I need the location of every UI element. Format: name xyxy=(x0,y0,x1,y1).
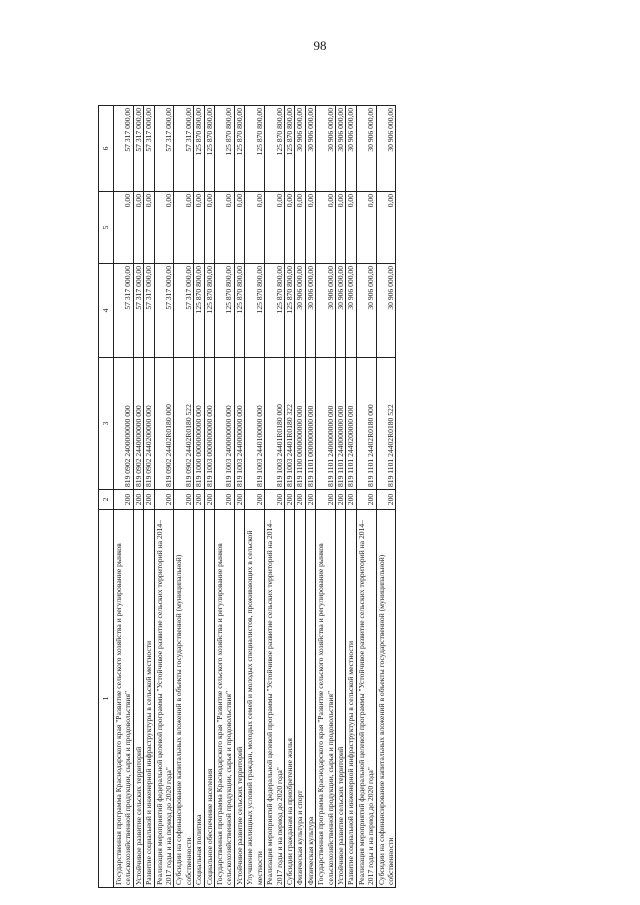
row-code-cell: 200 xyxy=(144,490,154,510)
table-row xyxy=(284,106,294,888)
row-code-cell: 200 xyxy=(284,490,294,510)
row-amount-cell: 57 317 000,00 xyxy=(114,264,134,358)
row-code-cell: 200 xyxy=(316,490,336,510)
row-change-cell: 0,00 xyxy=(295,192,305,264)
row-change-cell: 0,00 xyxy=(335,192,345,264)
table-row xyxy=(305,106,315,888)
row-code-cell: 200 xyxy=(245,490,265,510)
row-total-cell: 57 317 000,00 xyxy=(144,106,154,192)
row-classification-cell: 819 1000 0000000000 000 xyxy=(194,358,204,490)
row-code-cell: 200 xyxy=(376,490,396,510)
table-row xyxy=(204,106,214,888)
row-amount-cell: 30 906 000,00 xyxy=(295,264,305,358)
row-amount-cell: 30 906 000,00 xyxy=(356,264,376,358)
row-total-cell: 125 870 800,00 xyxy=(194,106,204,192)
row-name-cell: Государственная программа Краснодарского края "Развитие сельского хозяйства и регулирование рынков сельскохозяйственной продукции, сырья и продовольствия" xyxy=(114,510,134,888)
row-code-cell: 200 xyxy=(194,490,204,510)
row-change-cell: 0,00 xyxy=(154,192,174,264)
column-header: 5 xyxy=(99,192,114,264)
row-amount-cell: 57 317 000,00 xyxy=(144,264,154,358)
row-classification-cell: 819 0902 2440000000 000 xyxy=(133,358,143,490)
budget-table xyxy=(98,105,396,888)
table-row xyxy=(295,106,305,888)
row-total-cell: 30 906 000,00 xyxy=(295,106,305,192)
row-classification-cell: 819 1101 24402R0180 522 xyxy=(376,358,396,490)
row-total-cell: 30 906 000,00 xyxy=(346,106,356,192)
column-header: 4 xyxy=(99,264,114,358)
row-code-cell: 200 xyxy=(174,490,194,510)
row-name-cell: Субсидии на софинансирование капитальных вложений в объекты государственной (муниципальной) собственности xyxy=(376,510,396,888)
row-change-cell: 0,00 xyxy=(265,192,285,264)
table-row xyxy=(346,106,356,888)
row-classification-cell: 819 1100 0000000000 000 xyxy=(295,358,305,490)
row-total-cell: 125 870 800,00 xyxy=(245,106,265,192)
row-change-cell: 0,00 xyxy=(204,192,214,264)
row-amount-cell: 30 906 000,00 xyxy=(346,264,356,358)
row-change-cell: 0,00 xyxy=(194,192,204,264)
row-change-cell: 0,00 xyxy=(144,192,154,264)
row-code-cell: 200 xyxy=(204,490,214,510)
column-header: 6 xyxy=(99,106,114,192)
row-code-cell: 200 xyxy=(356,490,376,510)
row-classification-cell: 819 1101 2440200000 000 xyxy=(346,358,356,490)
row-change-cell: 0,00 xyxy=(346,192,356,264)
row-amount-cell: 125 870 800,00 xyxy=(194,264,204,358)
row-amount-cell: 125 870 800,00 xyxy=(284,264,294,358)
table-body xyxy=(114,106,396,888)
row-total-cell: 30 906 000,00 xyxy=(316,106,336,192)
table-row xyxy=(234,106,244,888)
row-total-cell: 57 317 000,00 xyxy=(154,106,174,192)
row-total-cell: 57 317 000,00 xyxy=(114,106,134,192)
row-classification-cell: 819 1003 0000000000 000 xyxy=(204,358,214,490)
row-name-cell: Субсидии гражданам на приобретение жилья xyxy=(284,510,294,888)
row-amount-cell: 125 870 800,00 xyxy=(204,264,214,358)
row-name-cell: Реализация мероприятий федеральной целевой программы "Устойчивое развитие сельских территорий на 2014–2017 годы и на период до 2020 года" xyxy=(154,510,174,888)
row-code-cell: 200 xyxy=(305,490,315,510)
row-classification-cell: 819 1101 24402R0180 000 xyxy=(356,358,376,490)
row-change-cell: 0,00 xyxy=(215,192,235,264)
row-total-cell: 57 317 000,00 xyxy=(133,106,143,192)
column-header: 3 xyxy=(99,358,114,490)
row-name-cell: Улучшение жилищных условий граждан, молодых семей и молодых специалистов, проживающих в сельской местности xyxy=(245,510,265,888)
row-total-cell: 30 906 000,00 xyxy=(376,106,396,192)
row-total-cell: 125 870 800,00 xyxy=(204,106,214,192)
table-row xyxy=(144,106,154,888)
row-classification-cell: 819 1101 2400000000 000 xyxy=(316,358,336,490)
row-amount-cell: 30 906 000,00 xyxy=(335,264,345,358)
table-row xyxy=(154,106,174,888)
table-row xyxy=(174,106,194,888)
row-code-cell: 200 xyxy=(335,490,345,510)
row-name-cell: Реализация мероприятий федеральной целевой программы "Устойчивое развитие сельских территорий на 2014–2017 годы и на период до 2020 года" xyxy=(356,510,376,888)
row-classification-cell: 819 1003 2440000000 000 xyxy=(234,358,244,490)
table-row xyxy=(265,106,285,888)
row-total-cell: 30 906 000,00 xyxy=(305,106,315,192)
row-classification-cell: 819 0902 2440200000 000 xyxy=(144,358,154,490)
row-name-cell: Социальное обеспечение населения xyxy=(204,510,214,888)
row-change-cell: 0,00 xyxy=(133,192,143,264)
row-code-cell: 200 xyxy=(133,490,143,510)
column-header: 1 xyxy=(99,510,114,888)
row-total-cell: 30 906 000,00 xyxy=(335,106,345,192)
row-classification-cell: 819 0902 2400000000 000 xyxy=(114,358,134,490)
table-row xyxy=(316,106,336,888)
row-amount-cell: 30 906 000,00 xyxy=(316,264,336,358)
table-row xyxy=(356,106,376,888)
row-code-cell: 200 xyxy=(295,490,305,510)
table-row xyxy=(335,106,345,888)
row-code-cell: 200 xyxy=(265,490,285,510)
row-change-cell: 0,00 xyxy=(316,192,336,264)
table-row xyxy=(114,106,134,888)
row-code-cell: 200 xyxy=(346,490,356,510)
row-change-cell: 0,00 xyxy=(284,192,294,264)
row-total-cell: 57 317 000,00 xyxy=(174,106,194,192)
row-classification-cell: 819 0902 24402R0180 000 xyxy=(154,358,174,490)
row-amount-cell: 57 317 000,00 xyxy=(154,264,174,358)
row-change-cell: 0,00 xyxy=(305,192,315,264)
row-total-cell: 125 870 800,00 xyxy=(265,106,285,192)
row-change-cell: 0,00 xyxy=(245,192,265,264)
row-classification-cell: 819 1101 2440000000 000 xyxy=(335,358,345,490)
row-amount-cell: 125 870 800,00 xyxy=(234,264,244,358)
row-classification-cell: 819 1003 24401R0180 000 xyxy=(265,358,285,490)
row-amount-cell: 30 906 000,00 xyxy=(305,264,315,358)
row-name-cell: Развитие социальной и инженерной инфраструктуры в сельской местности xyxy=(346,510,356,888)
row-total-cell: 125 870 800,00 xyxy=(215,106,235,192)
row-total-cell: 125 870 800,00 xyxy=(284,106,294,192)
table-row xyxy=(215,106,235,888)
row-change-cell: 0,00 xyxy=(356,192,376,264)
table-row xyxy=(194,106,204,888)
table-row xyxy=(133,106,143,888)
row-amount-cell: 57 317 000,00 xyxy=(174,264,194,358)
row-classification-cell: 819 1003 24401R0180 322 xyxy=(284,358,294,490)
row-change-cell: 0,00 xyxy=(234,192,244,264)
row-code-cell: 200 xyxy=(114,490,134,510)
table-header-row xyxy=(99,106,114,888)
row-name-cell: Устойчивое развитие сельских территорий xyxy=(234,510,244,888)
row-classification-cell: 819 1101 0000000000 000 xyxy=(305,358,315,490)
row-name-cell: Развитие социальной и инженерной инфраструктуры в сельской местности xyxy=(144,510,154,888)
row-name-cell: Реализация мероприятий федеральной целевой программы "Устойчивое развитие сельских территорий на 2014–2017 годы и на период до 2020 года" xyxy=(265,510,285,888)
row-amount-cell: 57 317 000,00 xyxy=(133,264,143,358)
row-code-cell: 200 xyxy=(154,490,174,510)
row-classification-cell: 819 0902 24402R0180 522 xyxy=(174,358,194,490)
rotated-budget-table xyxy=(98,106,530,888)
row-amount-cell: 125 870 800,00 xyxy=(245,264,265,358)
column-header: 2 xyxy=(99,490,114,510)
row-classification-cell: 819 1003 2440100000 000 xyxy=(245,358,265,490)
row-name-cell: Физическая культура и спорт xyxy=(295,510,305,888)
row-name-cell: Государственная программа Краснодарского края "Развитие сельского хозяйства и регулирование рынков сельскохозяйственной продукции, сырья и продовольствия" xyxy=(215,510,235,888)
row-code-cell: 200 xyxy=(234,490,244,510)
row-name-cell: Субсидии на софинансирование капитальных вложений в объекты государственной (муниципальной) собственности xyxy=(174,510,194,888)
row-change-cell: 0,00 xyxy=(376,192,396,264)
row-change-cell: 0,00 xyxy=(174,192,194,264)
row-change-cell: 0,00 xyxy=(114,192,134,264)
page-number: 98 xyxy=(313,38,327,53)
row-name-cell: Устойчивое развитие сельских территорий xyxy=(133,510,143,888)
row-amount-cell: 30 906 000,00 xyxy=(376,264,396,358)
table-row xyxy=(376,106,396,888)
row-name-cell: Государственная программа Краснодарского края "Развитие сельского хозяйства и регулирование рынков сельскохозяйственной продукции, сырья и продовольствия" xyxy=(316,510,336,888)
row-amount-cell: 125 870 800,00 xyxy=(215,264,235,358)
row-name-cell: Социальная политика xyxy=(194,510,204,888)
row-amount-cell: 125 870 800,00 xyxy=(265,264,285,358)
row-total-cell: 125 870 800,00 xyxy=(234,106,244,192)
row-code-cell: 200 xyxy=(215,490,235,510)
row-name-cell: Устойчивое развитие сельских территорий xyxy=(335,510,345,888)
row-total-cell: 30 906 000,00 xyxy=(356,106,376,192)
table-row xyxy=(245,106,265,888)
row-name-cell: Физическая культура xyxy=(305,510,315,888)
row-classification-cell: 819 1003 2400000000 000 xyxy=(215,358,235,490)
